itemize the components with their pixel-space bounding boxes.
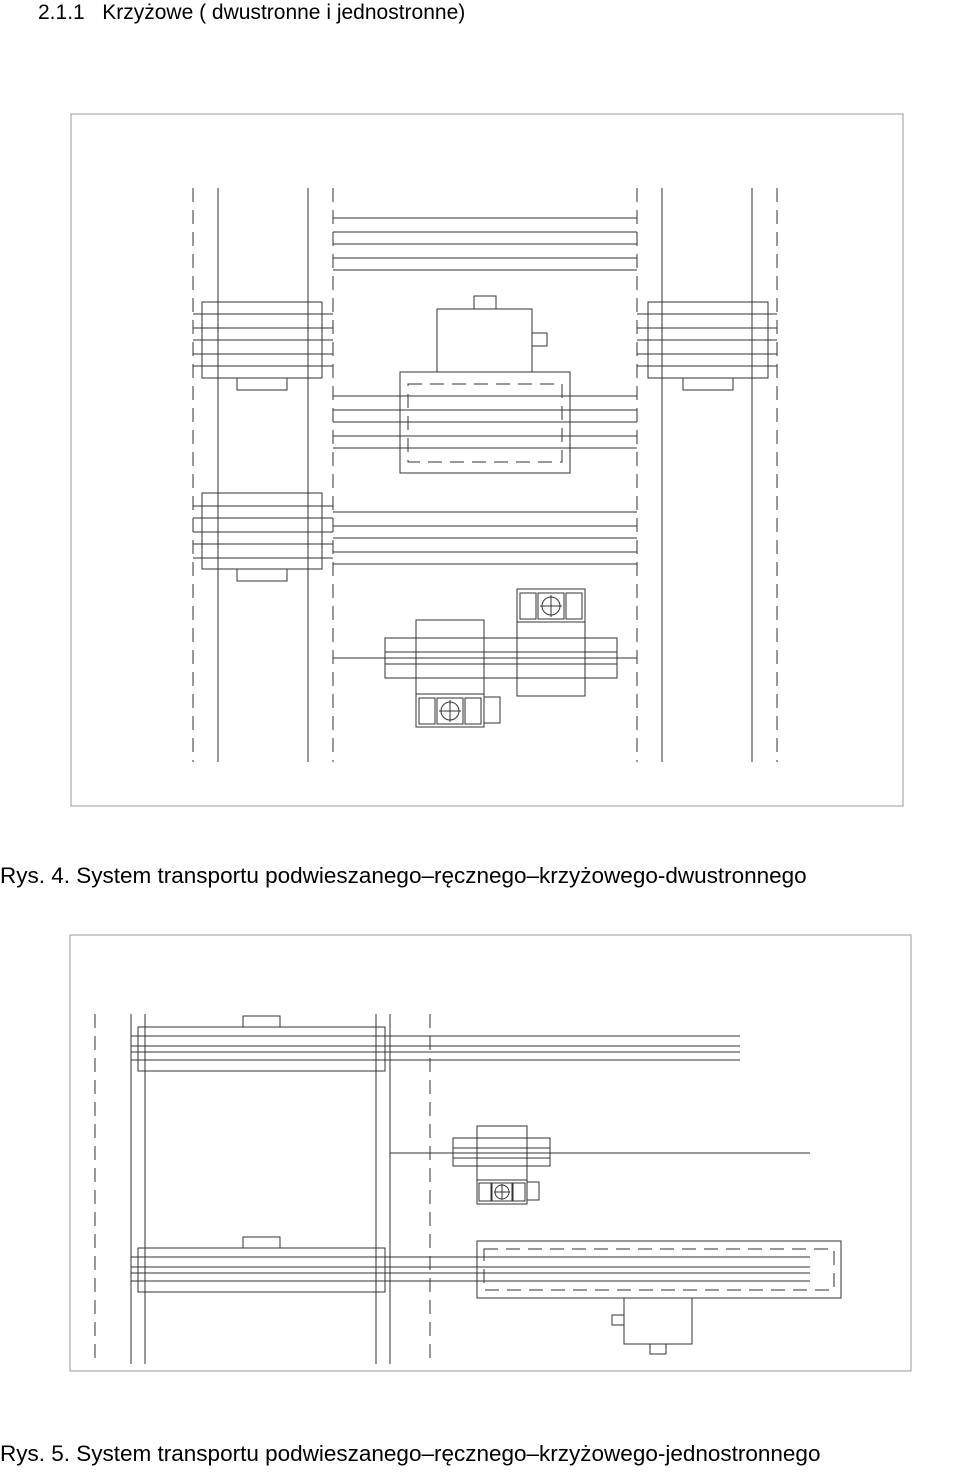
figure-4-caption: Rys. 4. System transportu podwieszanego–ręcznego–krzyżowego-dwustronnego: [0, 863, 807, 888]
figure-4: [71, 114, 903, 806]
section-title: Krzyżowe ( dwustronne i jednostronne): [102, 1, 466, 24]
figure-5-caption: Rys. 5. System transportu podwieszanego–ręcznego–krzyżowego-jednostronnego: [0, 1441, 821, 1466]
figure-4-frame: [71, 114, 903, 806]
figure-5: [70, 935, 911, 1371]
section-heading: [38, 0, 465, 26]
figure-5-frame: [70, 935, 911, 1371]
section-number: 2.1.1: [38, 1, 85, 24]
